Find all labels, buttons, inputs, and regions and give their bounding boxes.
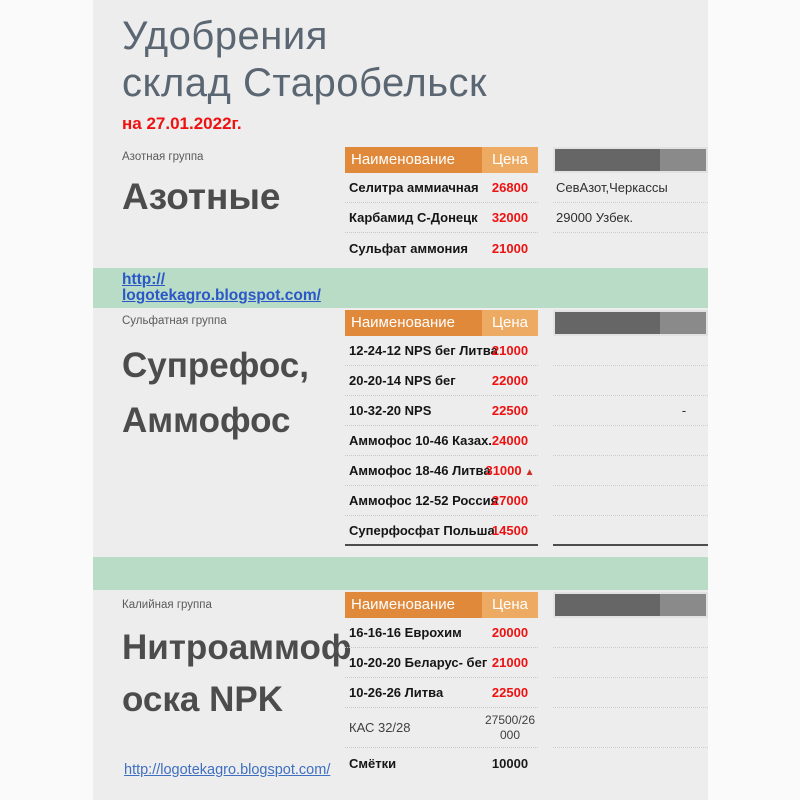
table-row: [345, 678, 538, 708]
section-title-sulfate: [122, 338, 309, 448]
table-row: [345, 203, 538, 233]
product-name: КАС 32/28: [349, 720, 411, 735]
gray-bar: [553, 147, 708, 173]
price-table-sulfate: [345, 310, 538, 546]
note-row: [553, 708, 708, 748]
price-increase-icon: ▲: [524, 467, 535, 478]
product-price: 32000: [491, 210, 529, 225]
table-header: [345, 310, 538, 336]
product-name: 10-20-20 Беларус- бег: [349, 655, 488, 670]
product-price: 22000: [491, 373, 529, 388]
section-title-line1: Супрефос,: [122, 346, 309, 385]
table-row: [345, 708, 538, 748]
table-row: [345, 618, 538, 648]
notes-column-sulfate: [553, 310, 708, 546]
blog-link-line2[interactable]: logotekagro.blogspot.com/: [122, 287, 321, 304]
gray-bar: [553, 592, 708, 618]
section-title-azot: Азотные: [122, 176, 281, 217]
product-name: 10-26-26 Литва: [349, 685, 444, 700]
product-name: Селитра аммиачная: [349, 180, 479, 195]
product-price: 14500: [491, 522, 529, 538]
gray-bar-dark-segment: [555, 149, 660, 171]
note-row: [553, 203, 708, 233]
table-row: [345, 233, 538, 263]
note-row: [553, 233, 708, 263]
section-title-line2: оска NPK: [122, 680, 283, 719]
product-name: Аммофос 18-46 Литва: [349, 463, 491, 478]
product-price: 22500: [491, 685, 529, 700]
product-price-value: 31000: [485, 463, 522, 478]
product-price: 24000: [491, 433, 529, 448]
supplier-note: СевАзот,Черкассы: [556, 180, 668, 195]
price-table-potassium: [345, 592, 538, 778]
price-table-azot: [345, 147, 538, 263]
page-title: [122, 13, 487, 107]
product-name: Карбамид С-Донецк: [349, 210, 478, 225]
note-row: [553, 336, 708, 366]
table-row: [345, 336, 538, 366]
note-row: [553, 173, 708, 203]
page-title-line2: склад Старобельск: [122, 61, 488, 105]
product-price: 26800: [491, 180, 529, 195]
table-row: [345, 648, 538, 678]
column-header-price: Цена: [482, 592, 538, 618]
note-row: [553, 456, 708, 486]
page-title-line1: Удобрения: [122, 14, 328, 58]
section-title-line2: Аммофос: [122, 401, 291, 440]
product-price: 21000: [491, 655, 529, 670]
table-row: [345, 366, 538, 396]
gray-bar-light-segment: [660, 149, 706, 171]
gray-bar-dark-segment: [555, 594, 660, 616]
note-row: [553, 516, 708, 546]
product-name: Аммофос 12-52 Россия: [349, 493, 499, 508]
notes-column-potassium: [553, 592, 708, 778]
table-header: [345, 147, 538, 173]
document-page: [93, 0, 708, 800]
product-price: 22500: [491, 403, 529, 418]
product-name: 20-20-14 NPS бег: [349, 373, 456, 388]
product-name: 10-32-20 NPS: [349, 403, 432, 418]
note-row: [553, 618, 708, 648]
table-row: [345, 426, 538, 456]
blog-link-line1[interactable]: http://: [122, 271, 166, 288]
supplier-note: 29000 Узбек.: [556, 210, 633, 225]
note-row: [553, 486, 708, 516]
gray-bar: [553, 310, 708, 336]
note-row: [553, 396, 708, 426]
table-header: [345, 592, 538, 618]
column-header-price: Цена: [482, 310, 538, 336]
note-sub: -: [681, 403, 687, 418]
gray-bar-light-segment: [660, 594, 706, 616]
product-name: Суперфосфат Польша: [349, 522, 495, 538]
notes-column-azot: [553, 147, 708, 263]
column-header-price: Цена: [482, 147, 538, 173]
blog-link[interactable]: [122, 272, 321, 304]
table-row: [345, 173, 538, 203]
section-label-azot: Азотная группа: [122, 151, 204, 163]
note-row: [553, 426, 708, 456]
note-row: [553, 748, 708, 778]
note-row: [553, 648, 708, 678]
section-title-potassium: [122, 622, 351, 726]
product-price: 27500/26000: [484, 712, 536, 742]
column-header-name: Наименование: [345, 592, 482, 618]
section-title-line1: Нитроаммоф: [122, 628, 352, 667]
product-name: Смётки: [349, 755, 397, 771]
table-row: [345, 396, 538, 426]
note-row: [553, 678, 708, 708]
gray-bar-light-segment: [660, 312, 706, 334]
date-label: на 27.01.2022г.: [122, 114, 242, 133]
product-price: 21000: [491, 240, 529, 256]
product-name: 16-16-16 Еврохим: [349, 625, 462, 640]
table-row: [345, 748, 538, 778]
product-name: 12-24-12 NPS бег Литва: [349, 343, 498, 358]
column-header-name: Наименование: [345, 310, 482, 336]
table-row: [345, 516, 538, 546]
note-row: [553, 366, 708, 396]
blog-link-bottom[interactable]: http://logotekagro.blogspot.com/: [124, 762, 331, 778]
product-price: [482, 463, 538, 478]
product-price: 20000: [491, 625, 529, 640]
table-row: [345, 486, 538, 516]
product-price: 21000: [491, 343, 529, 358]
section-label-sulfate: Сульфатная группа: [122, 315, 227, 327]
table-row: [345, 456, 538, 486]
product-name: Аммофос 10-46 Казах.: [349, 433, 492, 448]
green-band: [93, 557, 708, 590]
product-name: Сульфат аммония: [349, 240, 468, 256]
product-price: 10000: [491, 755, 529, 771]
section-label-potassium: Калийная группа: [122, 599, 212, 611]
product-price: 27000: [491, 493, 529, 508]
gray-bar-dark-segment: [555, 312, 660, 334]
column-header-name: Наименование: [345, 147, 482, 173]
